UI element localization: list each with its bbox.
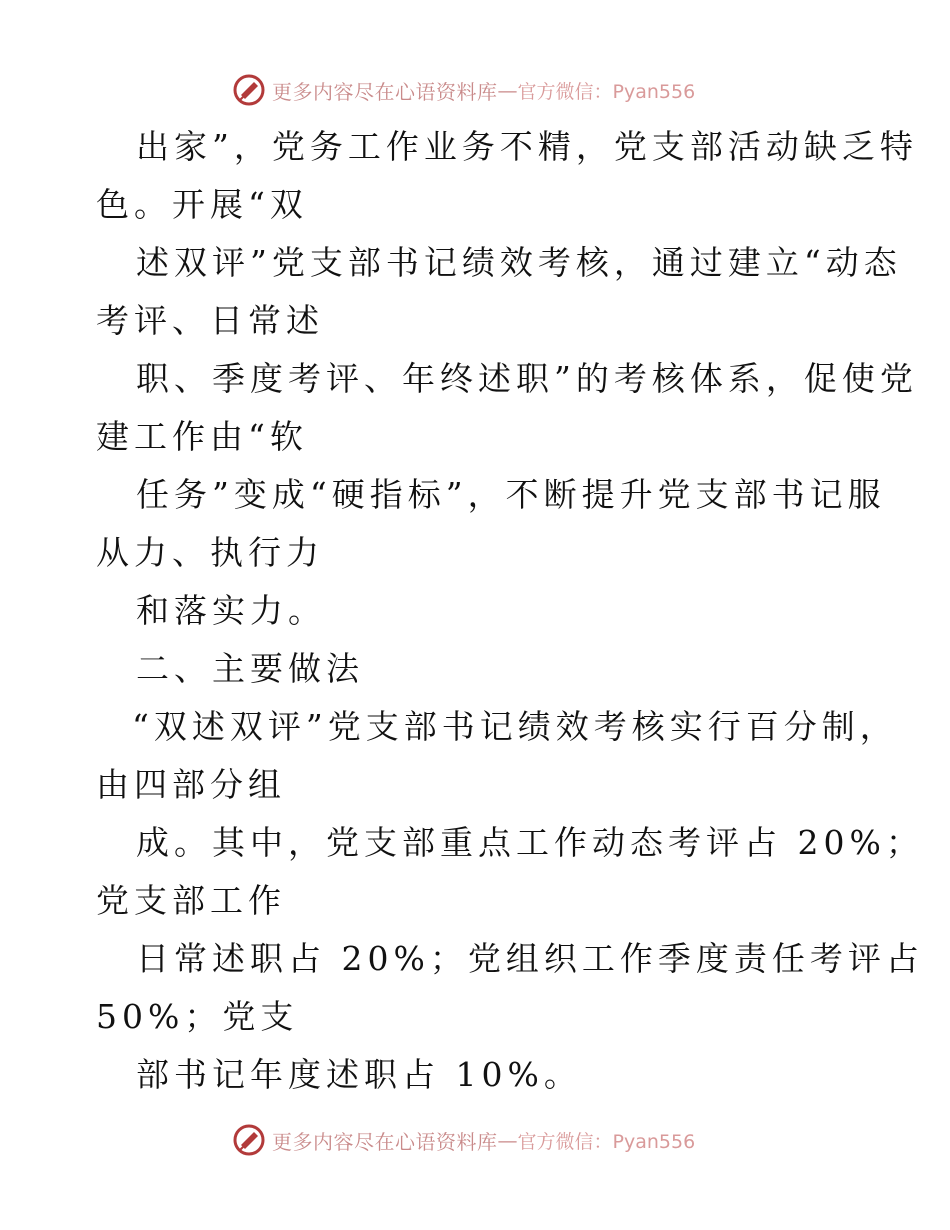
brand-logo-icon [232, 73, 266, 107]
watermark-wechat-text: 官方微信：Pyan556 [517, 1130, 696, 1153]
text-line: 日常述职占 20%；党组织工作季度责任考评占 [136, 939, 924, 978]
header-watermark [232, 70, 752, 110]
text-line: 和落实力。 [136, 591, 326, 630]
text-line: 从力、执行力 [96, 533, 324, 572]
text-line: 考评、日常述 [96, 301, 324, 340]
footer-watermark [232, 1120, 752, 1160]
watermark-wechat-text: 官方微信：Pyan556 [517, 80, 696, 103]
text-line: “双述双评”党支部书记绩效考核实行百分制， [132, 707, 898, 746]
text-line: 出家”，党务工作业务不精，党支部活动缺乏特 [136, 127, 918, 166]
text-line: 色。开展“双 [96, 185, 308, 224]
text-line: 成。其中，党支部重点工作动态考评占 20%； [136, 823, 924, 862]
text-line: 建工作由“软 [96, 417, 308, 456]
section-heading: 二、主要做法 [136, 649, 364, 688]
text-line: 部书记年度述职占 10%。 [136, 1055, 582, 1094]
text-line: 50%；党支 [96, 997, 299, 1036]
watermark-main-text: 更多内容尽在心语资料库 [272, 1129, 498, 1154]
text-line: 党支部工作 [96, 881, 286, 920]
text-line: 由四部分组 [96, 765, 286, 804]
watermark-main-text: 更多内容尽在心语资料库 [272, 79, 498, 104]
brand-logo-icon [232, 1123, 266, 1157]
text-line: 任务”变成“硬指标”，不断提升党支部书记服 [136, 475, 886, 514]
watermark-separator: — [497, 78, 518, 102]
text-line: 职、季度考评、年终述职”的考核体系，促使党 [136, 359, 918, 398]
watermark-separator: — [497, 1128, 518, 1152]
document-body [96, 118, 924, 1104]
text-line: 述双评”党支部书记绩效考核，通过建立“动态 [136, 243, 902, 282]
